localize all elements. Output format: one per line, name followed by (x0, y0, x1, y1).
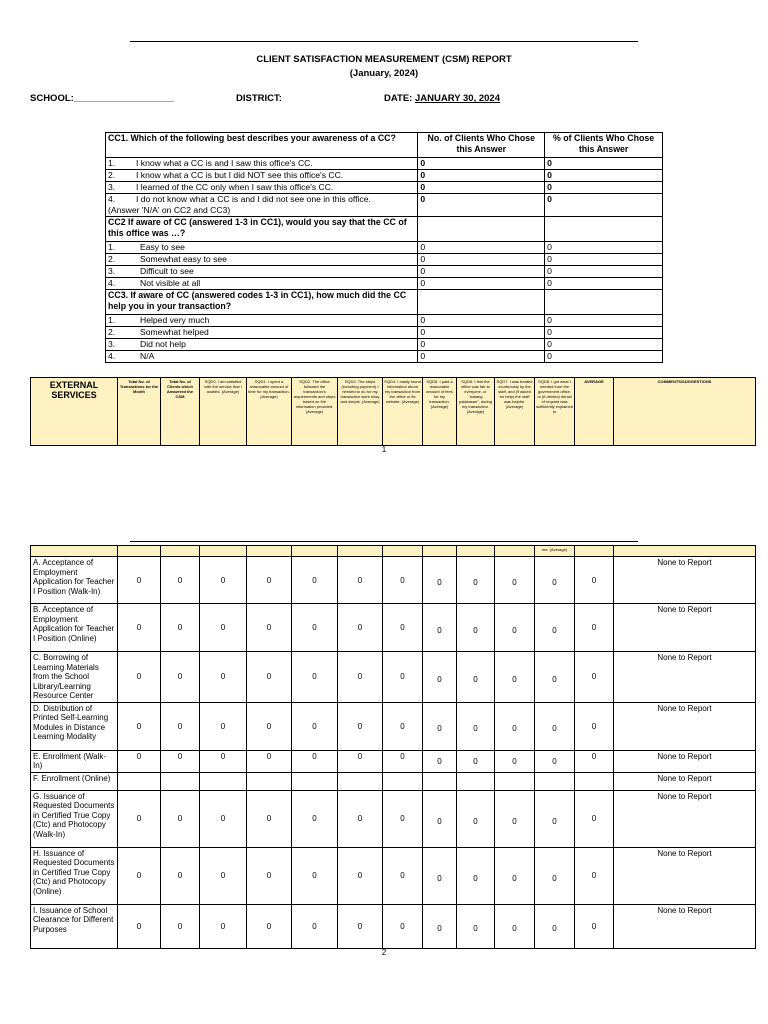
service-value: 0 (535, 652, 575, 703)
service-value: 0 (457, 652, 495, 703)
page-number-1: 1 (381, 445, 387, 454)
service-value (535, 772, 575, 790)
service-value: 0 (575, 702, 614, 750)
service-value: 0 (292, 702, 338, 750)
service-value: 0 (383, 790, 423, 847)
sqd5-header: SQD5. I paid a reasonable amount of fees for my transaction. (Average) (423, 378, 457, 446)
cc-option-text: I know what a CC is and I saw this office's CC. (136, 158, 313, 168)
cc-count: 0 (418, 339, 545, 351)
cc-count: 0 (418, 170, 545, 182)
service-value: 0 (118, 702, 161, 750)
service-remark: None to Report (614, 702, 756, 750)
service-value: 0 (457, 702, 495, 750)
sqd8-header: SQD8. I got what I needed from the government office, or (if denied) denial of request was sufficiently explained to (535, 378, 575, 446)
cc-option (106, 182, 418, 194)
service-remark: None to Report (614, 750, 756, 772)
cc-count: 0 (418, 158, 545, 170)
cc-option-number: 4. (108, 351, 116, 361)
service-value: 0 (423, 790, 457, 847)
service-value: 0 (575, 847, 614, 904)
service-value: 0 (200, 702, 247, 750)
service-value: 0 (118, 904, 161, 948)
service-value: 0 (423, 652, 457, 703)
service-value: 0 (423, 604, 457, 652)
cc-row (106, 266, 663, 278)
service-value: 0 (292, 604, 338, 652)
service-row (31, 847, 756, 904)
district-field: DISTRICT: (236, 93, 282, 104)
cc-row (106, 351, 663, 363)
report-subtitle: (January, 2024) (349, 68, 419, 79)
service-row (31, 604, 756, 652)
service-value (575, 772, 614, 790)
cc-count: 0 (418, 242, 545, 254)
service-value: 0 (495, 604, 535, 652)
service-value: 0 (338, 702, 383, 750)
service-value: 0 (338, 557, 383, 604)
service-value: 0 (457, 847, 495, 904)
service-remark: None to Report (614, 557, 756, 604)
page2-top-rule (130, 541, 638, 542)
service-value: 0 (495, 847, 535, 904)
cc-option-number: 4. (108, 278, 116, 288)
service-value: 0 (161, 750, 200, 772)
cc-option-number: 1. (108, 315, 116, 325)
service-value: 0 (535, 750, 575, 772)
service-value: 0 (575, 750, 614, 772)
service-value: 0 (292, 790, 338, 847)
comments-header: COMMENTS/SUGGESTIONS (614, 378, 756, 446)
cc-option (106, 194, 418, 217)
cc-option-number: 3. (108, 339, 116, 349)
cc-option (106, 278, 418, 290)
service-value: 0 (338, 904, 383, 948)
service-value: 0 (495, 904, 535, 948)
service-row (31, 702, 756, 750)
service-name: D. Distribution of Printed Self-Learning Modules in Distance Learning Modality (31, 702, 118, 750)
cc-option (106, 327, 418, 339)
sqd3-header: SQD3. The steps (including payment) I needed to do for my transaction were easy and simple. (Average) (338, 378, 383, 446)
service-value: 0 (535, 702, 575, 750)
external-services-header: EXTERNAL SERVICES (31, 378, 118, 446)
service-value: 0 (423, 847, 457, 904)
cc-count: 0 (418, 315, 545, 327)
service-value: 0 (292, 652, 338, 703)
cc1-question: CC1. Which of the following best describes your awareness of a CC? (106, 133, 418, 158)
cc-count: 0 (418, 278, 545, 290)
cc-option-text: Did not help (140, 339, 186, 349)
service-value: 0 (383, 702, 423, 750)
service-value (383, 772, 423, 790)
service-value: 0 (495, 652, 535, 703)
service-value: 0 (535, 604, 575, 652)
service-value: 0 (495, 702, 535, 750)
sqd2-header: SQD2. The office followed the transaction's requirements and steps based on the information provided. (Average) (292, 378, 338, 446)
service-value (118, 772, 161, 790)
cc-option-number: 2. (108, 254, 116, 264)
service-value: 0 (535, 904, 575, 948)
average-header: AVERAGE (575, 378, 614, 446)
service-value: 0 (457, 604, 495, 652)
cc-row (106, 327, 663, 339)
service-value (338, 772, 383, 790)
service-value: 0 (118, 604, 161, 652)
cc-option-text: I know what a CC is but I did NOT see this office's CC. (136, 170, 344, 180)
service-value: 0 (383, 604, 423, 652)
service-value: 0 (383, 750, 423, 772)
page-number-2: 2 (381, 948, 387, 957)
service-value: 0 (292, 904, 338, 948)
sqd1-header: SQD1. I spent a reasonable amount of time for my transaction. (Average) (247, 378, 292, 446)
top-rule (130, 41, 638, 42)
service-value: 0 (200, 790, 247, 847)
service-remark: None to Report (614, 790, 756, 847)
service-value: 0 (383, 557, 423, 604)
cc-option (106, 170, 418, 182)
service-value: 0 (457, 790, 495, 847)
service-value: 0 (247, 604, 292, 652)
service-value: 0 (575, 557, 614, 604)
service-value: 0 (292, 557, 338, 604)
cc3-question: CC3. If aware of CC (answered codes 1-3 in CC1), how much did the CC help you in your transaction? (106, 290, 418, 315)
service-value: 0 (247, 847, 292, 904)
cc-option-number: 1. (108, 242, 116, 252)
cc-option-number: 3. (108, 182, 116, 192)
cc-count: 0 (418, 351, 545, 363)
cc-percent: 0 (545, 242, 663, 254)
service-value: 0 (161, 604, 200, 652)
service-value: 0 (495, 790, 535, 847)
service-row (31, 750, 756, 772)
cc-option-text: Difficult to see (140, 266, 194, 276)
sqd7-header: SQD7. I was treated courteously by the staff, and (if asked for help) the staff was helpful. (Average) (495, 378, 535, 446)
services-table (30, 545, 756, 949)
service-value: 0 (535, 790, 575, 847)
cc-percent: 0 (545, 315, 663, 327)
service-value: 0 (161, 702, 200, 750)
service-value: 0 (423, 750, 457, 772)
service-value: 0 (200, 604, 247, 652)
service-value: 0 (423, 557, 457, 604)
service-value (200, 772, 247, 790)
service-value: 0 (161, 847, 200, 904)
cc-row (106, 242, 663, 254)
service-value: 0 (118, 790, 161, 847)
cc-option-text: I do not know what a CC is and I did not see one in this office. (136, 194, 371, 204)
service-value: 0 (383, 904, 423, 948)
cc-option-text: Somewhat easy to see (140, 254, 227, 264)
cc-table (105, 132, 663, 363)
service-value (247, 772, 292, 790)
cc-option-text: N/A (140, 351, 155, 361)
service-value: 0 (338, 652, 383, 703)
service-value: 0 (338, 790, 383, 847)
service-value: 0 (247, 702, 292, 750)
service-value: 0 (200, 904, 247, 948)
cc-percent: 0 (545, 278, 663, 290)
cc-option (106, 254, 418, 266)
service-value: 0 (457, 904, 495, 948)
service-value: 0 (118, 847, 161, 904)
service-value: 0 (200, 557, 247, 604)
cc-percent: 0 (545, 170, 663, 182)
sqd8-header-cont: me. (Average) (535, 546, 575, 557)
service-value: 0 (200, 750, 247, 772)
cc-count: 0 (418, 182, 545, 194)
service-value: 0 (457, 557, 495, 604)
cc-percent: 0 (545, 182, 663, 194)
service-value: 0 (161, 652, 200, 703)
cc-option (106, 266, 418, 278)
sqd0-header: SQD0. I am satisfied with the service that I availed. (Average) (200, 378, 247, 446)
service-value: 0 (118, 750, 161, 772)
service-value: 0 (247, 790, 292, 847)
cc-option-note: (Answer 'N/A' on CC2 and CC3) (108, 205, 231, 215)
cc-row (106, 170, 663, 182)
service-name: F. Enrollment (Online) (31, 772, 118, 790)
cc-row (106, 182, 663, 194)
date-label: DATE: (384, 93, 413, 104)
cc-percent: 0 (545, 339, 663, 351)
cc-count: 0 (418, 194, 545, 217)
service-value: 0 (118, 652, 161, 703)
date-value: JANUARY 30, 2024 (414, 93, 500, 104)
service-value (495, 772, 535, 790)
cc2-question: CC2 If aware of CC (answered 1-3 in CC1), would you say that the CC of this office was …? (106, 217, 418, 242)
service-row (31, 652, 756, 703)
service-value: 0 (575, 790, 614, 847)
service-value: 0 (247, 904, 292, 948)
service-value: 0 (247, 652, 292, 703)
cc-option-number: 4. (108, 194, 116, 204)
report-title: CLIENT SATISFACTION MEASUREMENT (CSM) REPORT (256, 54, 512, 65)
sqd4-header: SQD4. I easily found information about my transaction from the office or its website. (Average) (383, 378, 423, 446)
cc-percent: 0 (545, 351, 663, 363)
service-name: A. Acceptance of Employment Application for Teacher I Position (Walk-In) (31, 557, 118, 604)
total-clients-header: Total No. of Clients which Answered the CSM (161, 378, 200, 446)
service-name: E. Enrollment (Walk-In) (31, 750, 118, 772)
cc-percent: 0 (545, 158, 663, 170)
service-value: 0 (338, 604, 383, 652)
cc-option-number: 1. (108, 158, 116, 168)
cc-row (106, 278, 663, 290)
cc-option (106, 242, 418, 254)
cc-percent: 0 (545, 194, 663, 217)
cc-option (106, 351, 418, 363)
total-transactions-header: Total No. of Transactions for the Month (118, 378, 161, 446)
date-field (384, 93, 500, 104)
cc-percent: 0 (545, 327, 663, 339)
service-row (31, 904, 756, 948)
service-value: 0 (247, 750, 292, 772)
service-value: 0 (292, 847, 338, 904)
service-value: 0 (338, 847, 383, 904)
cc-option-text: Easy to see (140, 242, 185, 252)
cc-count: 0 (418, 327, 545, 339)
service-value: 0 (383, 847, 423, 904)
service-value: 0 (495, 557, 535, 604)
services-header-table (30, 377, 756, 446)
service-value: 0 (247, 557, 292, 604)
service-value: 0 (383, 652, 423, 703)
service-remark: None to Report (614, 847, 756, 904)
service-value: 0 (161, 904, 200, 948)
sqd6-header: SQD6. I feel the office was fair to everyone, or "walang palakasan", during my transaction. (Average) (457, 378, 495, 446)
service-remark: None to Report (614, 604, 756, 652)
service-name: C. Borrowing of Learning Materials from the School Library/Learning Resource Center (31, 652, 118, 703)
service-value: 0 (338, 750, 383, 772)
cc-option-text: Somewhat helped (140, 327, 209, 337)
service-value: 0 (575, 604, 614, 652)
cc-option-text: Helped very much (140, 315, 210, 325)
service-value: 0 (200, 652, 247, 703)
cc-row (106, 158, 663, 170)
cc-option-number: 2. (108, 327, 116, 337)
cc-option (106, 339, 418, 351)
service-value (457, 772, 495, 790)
service-value: 0 (161, 790, 200, 847)
service-row (31, 557, 756, 604)
service-value (161, 772, 200, 790)
service-value: 0 (423, 702, 457, 750)
service-value: 0 (535, 847, 575, 904)
col-no-clients: No. of Clients Who Chose this Answer (418, 133, 545, 158)
cc-row (106, 194, 663, 217)
cc-option-text: Not visible at all (140, 278, 201, 288)
cc-row (106, 339, 663, 351)
service-value: 0 (457, 750, 495, 772)
cc-row (106, 254, 663, 266)
service-name: G. Issuance of Requested Documents in Certified True Copy (Ctc) and Photocopy (Walk-In) (31, 790, 118, 847)
service-name: H. Issuance of Requested Documents in Certified True Copy (Ctc) and Photocopy (Online) (31, 847, 118, 904)
service-value: 0 (118, 557, 161, 604)
service-value: 0 (200, 847, 247, 904)
cc-option-text: I learned of the CC only when I saw this office's CC. (136, 182, 334, 192)
service-value (292, 772, 338, 790)
service-row (31, 772, 756, 790)
service-row (31, 790, 756, 847)
cc-option (106, 158, 418, 170)
service-value: 0 (292, 750, 338, 772)
service-value (423, 772, 457, 790)
service-name: I. Issuance of School Clearance for Different Purposes (31, 904, 118, 948)
service-name: B. Acceptance of Employment Application for Teacher I Position (Online) (31, 604, 118, 652)
cc-option-number: 3. (108, 266, 116, 276)
service-value: 0 (495, 750, 535, 772)
col-pct-clients: % of Clients Who Chose this Answer (545, 133, 663, 158)
cc-row (106, 315, 663, 327)
cc-percent: 0 (545, 254, 663, 266)
cc-option-number: 2. (108, 170, 116, 180)
service-value: 0 (575, 904, 614, 948)
school-field: SCHOOL:___________________ (30, 93, 175, 104)
service-value: 0 (423, 904, 457, 948)
service-remark: None to Report (614, 652, 756, 703)
service-value: 0 (535, 557, 575, 604)
cc-count: 0 (418, 266, 545, 278)
cc-option (106, 315, 418, 327)
cc-count: 0 (418, 254, 545, 266)
cc-percent: 0 (545, 266, 663, 278)
service-remark: None to Report (614, 904, 756, 948)
service-remark: None to Report (614, 772, 756, 790)
service-value: 0 (161, 557, 200, 604)
service-value: 0 (575, 652, 614, 703)
